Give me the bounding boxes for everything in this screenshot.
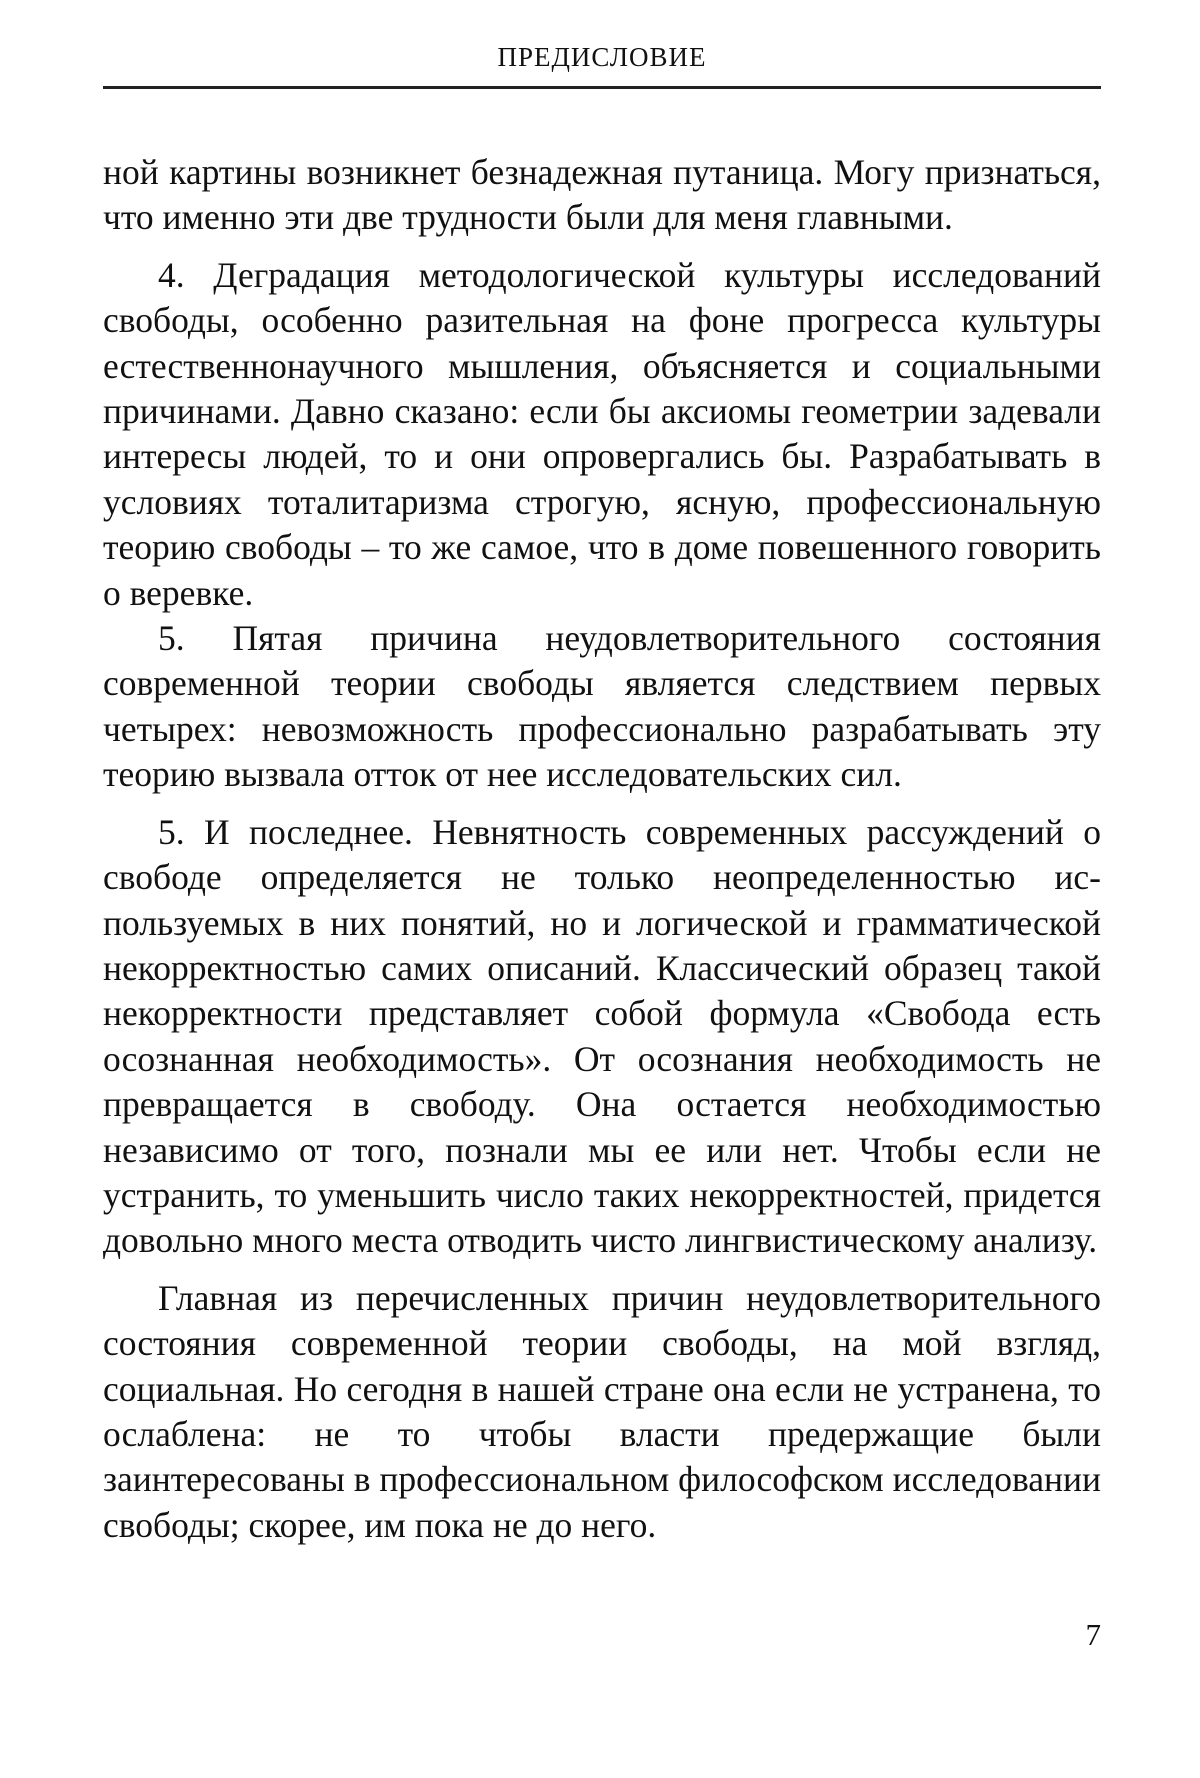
paragraph-point-5-last: 5. И последнее. Невнятность современных рассуждений о свободе определяется не только неопределенностью используемых в них понятий, но и логической и грамматической некорректностью самих описаний. Классический образец такой некорректности представляет собой формула «Свобода есть осознанная необходимость». От осознания необходимость не превращается в свободу. Она остается необходимостью независимо от того, познали мы ее или нет. Чтобы если не устранить, то уменьшить число таких некорректностей, придется довольно много места отводить чисто лингвистическому анализу.: [103, 811, 1101, 1261]
page-number: 7: [1085, 1617, 1101, 1652]
body-text: [103, 150, 1101, 1548]
paragraph-conclusion: Главная из перечисленных причин неудовлетворительного состояния современной теории свободы, на мой взгляд, социальная. Но сегодня в нашей стране она если не устранена, то ослаблена: не то чтобы власти предержащие были заинтересованы в профессиональном философском исследовании свободы; скорее, им пока не до него.: [103, 1277, 1101, 1545]
paragraph-point-5: 5. Пятая причина неудовлетворительного состояния современной теории свободы является следствием первых четырех: невозможность профессионально разрабатывать эту теорию вызвала отток от нее исследовательских сил.: [103, 618, 1101, 795]
header-rule: [103, 86, 1101, 89]
paragraph-point-4: 4. Деградация методологической культуры исследований свободы, особенно разительная на фоне прогресса культуры естественнонаучного мышления, объясняется и социальными причинами. Давно сказано: если бы аксиомы геометрии задевали интересы людей, то и они опровергались бы. Разрабатывать в условиях тоталитаризма строгую, ясную, профессиональную теорию свободы – то же самое, что в доме повешенного говорить о веревке.: [103, 254, 1101, 613]
paragraph-continuation: ной картины возникнет безнадежная путаница. Могу признаться, что именно эти две трудности были для меня главными.: [103, 152, 1101, 238]
running-header: ПРЕДИСЛОВИЕ: [497, 42, 707, 72]
